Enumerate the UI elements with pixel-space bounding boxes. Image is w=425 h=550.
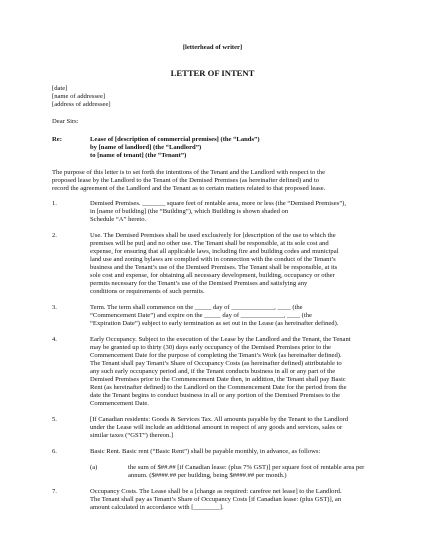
intro-line: proposed lease by the Landlord to the Tenant of the Demised Premises (as hereinafter defined) and to: [52, 177, 320, 184]
clause-line: Commencement Date.: [90, 400, 149, 407]
re-line: Lease of [description of commercial premises] (the “Lands”): [90, 136, 260, 143]
page-title: LETTER OF INTENT: [170, 68, 255, 78]
clause-line: The Tenant shall pay as Tenant’s Share of Occupancy Costs [if Canadian lease: (plus GST)], an: [90, 496, 342, 503]
clause-number: 2.: [52, 232, 57, 239]
clause-number: 4.: [52, 336, 57, 343]
clause-line: Basic Rent. Basic rent (“Basic Rent”) shall be payable monthly, in advance, as follows:: [90, 448, 321, 455]
clause-line: conditions or requirements of such permits.: [90, 288, 205, 295]
clause-line: Schedule “A” hereto.: [90, 216, 147, 223]
re-label: Re:: [52, 136, 62, 143]
clause-line: Term. The term shall commence on the _____ day of _____________, ____ (the: [90, 304, 303, 311]
clause-line: permits necessary for the Tenant’s use of the Demised Premises and satisfying any: [90, 280, 308, 287]
clause-line: premises will be put] and no other use. The Tenant shall be responsible, at its sole cost and: [90, 240, 329, 247]
clause-line: Use. The Demised Premises shall be used exclusively for [description of the use to which the: [90, 232, 336, 239]
clause-line: sole cost and expense, for obtaining all necessary development, building, occupancy or other: [90, 272, 335, 279]
intro-line: The purpose of this letter is to set forth the intentions of the Tenant and the Landlord with respect to the: [52, 169, 325, 176]
clause-line: “Expiration Date”) subject to early termination as set out in the Lease (as hereinafter defined).: [90, 320, 339, 327]
letterhead: [letterhead of writer]: [182, 44, 243, 51]
clause-line: Demised Premises prior to the Commencement Date then, in addition, the Tenant shall pay Basic: [90, 376, 346, 383]
clause-line: Rent (as hereinafter defined) to the Landlord on the Commencement Date for the period from the: [90, 384, 347, 391]
subclause-line: the sum of $##.## [if Canadian lease: (plus 7% GST)] per square foot of rentable area per: [128, 464, 365, 471]
clause-line: business and the Tenant’s use of the Demised Premises. The Tenant shall be responsible, at its: [90, 264, 338, 271]
subclause-line: annum. ($####.## per building, being $####.## per month.): [128, 472, 287, 479]
address-line: [address of addressee]: [52, 101, 111, 108]
clause-line: any such early occupancy period and, if the Tenant conducts business in all or any part of the: [90, 368, 336, 375]
re-line: to [name of tenant] (the “Tenant”): [90, 152, 187, 159]
re-line: by [name of landlord] (the “Landlord”): [90, 144, 202, 151]
clause-line: in [name of building] (the “Building”), which Building is shown shaded on: [90, 208, 289, 215]
clause-line: Demised Premises. _______ square feet of rentable area, more or less (the “Demised Premises”),: [90, 200, 346, 207]
clause-line: amount calculated in accordance with [________].: [90, 504, 224, 511]
clause-line: The Tenant shall pay Tenant’s Share of Occupancy Costs (as hereinafter defined) attributable to: [90, 360, 342, 367]
clause-line: Occupancy Costs. The Lease shall be a [change as required: carefree net lease] to the Landlord.: [90, 488, 342, 495]
intro-line: record the agreement of the Landlord and the Tenant as to certain matters related to that proposed lease.: [52, 185, 326, 192]
address-line: [date]: [52, 85, 68, 92]
clause-line: under the Lease will include an additional amount in respect of any goods and services, sales or: [90, 424, 343, 431]
clause-line: date the Tenant begins to conduct business in all or any portion of the Demised Premises to the: [90, 392, 341, 399]
salutation: Dear Sirs:: [52, 118, 79, 125]
clause-line: “Commencement Date”) and expire on the _____ day of _____________, ____ (the: [90, 312, 312, 319]
clause-number: 5.: [52, 416, 57, 423]
clause-line: [If Canadian residents: Goods & Services Tax. All amounts payable by the Tenant to the Landlord: [90, 416, 349, 423]
subclause-number: (a): [90, 464, 98, 471]
clause-line: land use and zoning bylaws are complied with in connection with the conduct of the Tenant’s: [90, 256, 336, 263]
clause-number: 1.: [52, 200, 57, 207]
clause-line: expense, for ensuring that all applicable laws, including fire and building codes and municipal: [90, 248, 339, 255]
clause-line: may be granted up to thirty (30) days early occupancy of the Demised Premises prior to the: [90, 344, 331, 351]
clause-number: 3.: [52, 304, 57, 311]
address-line: [name of addressee]: [52, 93, 106, 100]
clause-line: similar taxes (“GST”) thereon.]: [90, 432, 174, 439]
clause-number: 7.: [52, 488, 57, 495]
clause-line: Commencement Date for the purpose of completing the Tenant’s Work (as hereinafter defined).: [90, 352, 342, 359]
clause-line: Early Occupancy. Subject to the execution of the Lease by the Landlord and the Tenant, the Tenant: [90, 336, 351, 343]
clause-number: 6.: [52, 448, 57, 455]
